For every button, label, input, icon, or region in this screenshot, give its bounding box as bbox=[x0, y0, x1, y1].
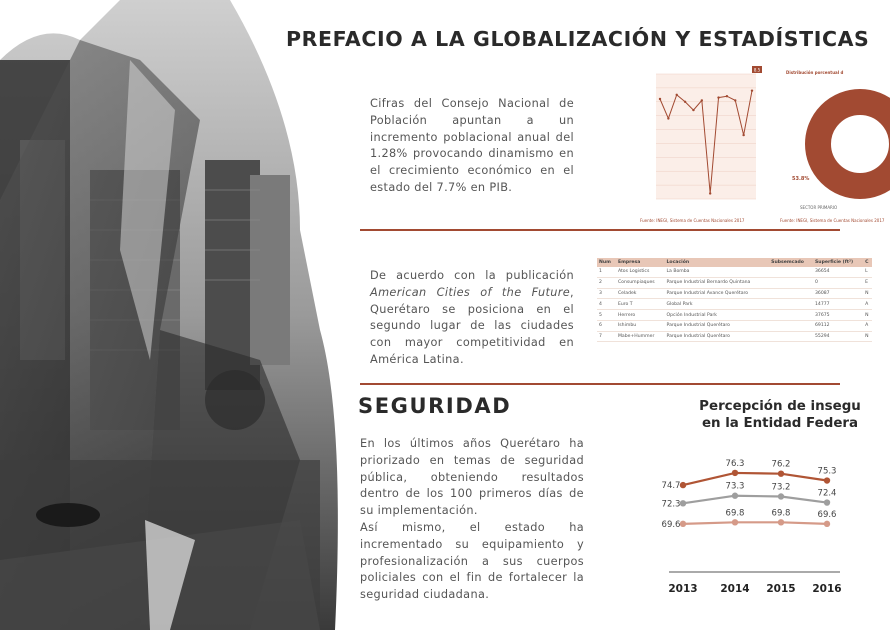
data-point bbox=[680, 482, 686, 488]
section-divider-1 bbox=[360, 229, 840, 231]
table-cell: Herrero bbox=[616, 310, 665, 321]
data-point bbox=[824, 521, 830, 527]
mini-plot-area bbox=[656, 74, 756, 199]
table-cell: 14777 bbox=[813, 299, 863, 310]
table-cell: Parque Industrial Bernardo Quintana bbox=[665, 277, 770, 288]
table-cell: 6 bbox=[597, 320, 616, 331]
data-point bbox=[732, 493, 738, 499]
table-header-cell: C bbox=[863, 258, 872, 267]
mini-point bbox=[692, 109, 694, 111]
table-cell bbox=[769, 299, 813, 310]
table-cell: Parque Industrial Querétaro bbox=[665, 331, 770, 342]
table-cell: L bbox=[863, 267, 872, 277]
table-header-row bbox=[597, 258, 872, 267]
table-row bbox=[597, 320, 872, 331]
data-point bbox=[732, 519, 738, 525]
mini-point bbox=[701, 99, 703, 101]
table-cell: 1 bbox=[597, 267, 616, 277]
table-cell bbox=[769, 310, 813, 321]
competitiveness-text-b: , Querétaro se posiciona en el segundo lugar de las ciudades con mayor competitividad en América Latina. bbox=[370, 285, 574, 366]
table-cell: 0 bbox=[813, 277, 863, 288]
table-cell: 69112 bbox=[813, 320, 863, 331]
table-cell bbox=[769, 267, 813, 277]
table-cell bbox=[769, 331, 813, 342]
table-row bbox=[597, 267, 872, 277]
table-cell: N bbox=[863, 310, 872, 321]
x-tick-label: 2013 bbox=[668, 583, 698, 595]
security-text-2: Así mismo, el estado ha incrementado su equipamiento y profesionalización a sus cuerpos policiales con el fin de fortalecer la seguridad ciudadana. bbox=[360, 520, 584, 602]
data-point bbox=[680, 500, 686, 506]
security-paragraph bbox=[360, 436, 584, 604]
series-line-series-3 bbox=[683, 522, 827, 524]
data-point bbox=[732, 470, 738, 476]
x-tick-label: 2015 bbox=[766, 583, 796, 595]
security-heading: SEGURIDAD bbox=[358, 394, 512, 418]
table-cell: 36654 bbox=[813, 267, 863, 277]
perception-line-chart bbox=[655, 440, 840, 600]
hero-photo-collage bbox=[0, 0, 345, 630]
table-cell: La Bomba bbox=[665, 267, 770, 277]
mini-point bbox=[751, 89, 753, 91]
table-cell: 55294 bbox=[813, 331, 863, 342]
mini-point bbox=[659, 98, 661, 100]
competitiveness-paragraph bbox=[370, 268, 574, 369]
table-cell: 5 bbox=[597, 310, 616, 321]
donut-label: 53.8% bbox=[792, 176, 810, 182]
data-point bbox=[680, 521, 686, 527]
table-row bbox=[597, 299, 872, 310]
mini-point bbox=[742, 134, 744, 136]
competitiveness-text-a: De acuerdo con la publicación bbox=[370, 269, 574, 282]
table-cell: A bbox=[863, 299, 872, 310]
table-header-cell: Subsemcado bbox=[769, 258, 813, 267]
table-cell: Global Park bbox=[665, 299, 770, 310]
table-row bbox=[597, 277, 872, 288]
data-label: 69.8 bbox=[771, 508, 791, 519]
table-cell: Celadek bbox=[616, 288, 665, 299]
population-paragraph: Cifras del Consejo Nacional de Población apuntan a un incremento poblacional anual del 1.28% provocando dinamismo en el crecimiento económico en el estado del 7.7% en PIB. bbox=[370, 97, 574, 194]
data-label: 72.4 bbox=[817, 488, 837, 499]
gdp-line-chart bbox=[640, 64, 760, 224]
table-cell: 36087 bbox=[813, 288, 863, 299]
mini-point bbox=[734, 99, 736, 101]
data-point bbox=[778, 470, 784, 476]
data-point bbox=[778, 493, 784, 499]
table-row bbox=[597, 331, 872, 342]
x-tick-label: 2014 bbox=[720, 583, 750, 595]
data-point bbox=[824, 499, 830, 505]
table-cell: 2 bbox=[597, 277, 616, 288]
table-cell: 3 bbox=[597, 288, 616, 299]
companies-table bbox=[597, 258, 869, 356]
mini-badge-label: 8.5 bbox=[753, 67, 761, 73]
donut-sector-label: SECTOR PRIMARIO bbox=[800, 205, 838, 210]
table-header-cell: Locación bbox=[665, 258, 770, 267]
perception-chart-title: Percepción de insegu bbox=[699, 399, 861, 414]
donut-title: Distribución porcentual d bbox=[786, 70, 844, 75]
table-cell: Opción Industrial Park bbox=[665, 310, 770, 321]
data-label: 69.6 bbox=[661, 519, 681, 530]
mini-point bbox=[667, 117, 669, 119]
data-label: 72.3 bbox=[661, 499, 681, 510]
mini-point bbox=[684, 101, 686, 103]
hero-image bbox=[0, 0, 345, 630]
x-tick-label: 2016 bbox=[812, 583, 842, 595]
table-row bbox=[597, 310, 872, 321]
table-cell: Consumpiaques bbox=[616, 277, 665, 288]
data-point bbox=[824, 477, 830, 483]
table-cell: Mabe+Hummer bbox=[616, 331, 665, 342]
mini-chart-source: Fuente: INEGI, Sistema de Cuentas Nacionales 2017 bbox=[640, 218, 745, 223]
table-cell: Parque Industrial Querétaro bbox=[665, 320, 770, 331]
table-cell: A bbox=[863, 320, 872, 331]
perception-chart-title-line2: en la Entidad Federa bbox=[701, 416, 859, 431]
security-text-1: En los últimos años Querétaro ha priorizado en temas de seguridad pública, obteniendo resultados dentro de los 100 primeros días de su implementación. bbox=[360, 437, 584, 518]
distribution-donut-figure bbox=[780, 64, 885, 224]
mini-point bbox=[709, 192, 711, 194]
data-point bbox=[778, 519, 784, 525]
section-divider-2 bbox=[360, 383, 840, 385]
table-cell bbox=[769, 288, 813, 299]
table-cell bbox=[769, 320, 813, 331]
table-cell: N bbox=[863, 331, 872, 342]
publication-name: American Cities of the Future bbox=[370, 285, 571, 299]
data-label: 76.3 bbox=[725, 458, 745, 469]
table-header-cell: Empresa bbox=[616, 258, 665, 267]
table-cell: 37675 bbox=[813, 310, 863, 321]
table-cell: Ishimbu bbox=[616, 320, 665, 331]
data-label: 69.6 bbox=[817, 509, 837, 520]
table-cell: E bbox=[863, 277, 872, 288]
series-line-series-1 bbox=[683, 473, 827, 485]
mini-point bbox=[676, 94, 678, 96]
data-label: 76.2 bbox=[771, 459, 791, 470]
table-header-cell: Num bbox=[597, 258, 616, 267]
table-cell: N bbox=[863, 288, 872, 299]
data-label: 74.7 bbox=[661, 481, 681, 492]
table-cell bbox=[769, 277, 813, 288]
mini-point bbox=[726, 95, 728, 97]
table-cell: 7 bbox=[597, 331, 616, 342]
data-label: 73.3 bbox=[725, 481, 745, 492]
donut-chart bbox=[780, 64, 840, 224]
table-row bbox=[597, 288, 872, 299]
donut-source: Fuente: INEGI, Sistema de Cuentas Nacionales 2017 bbox=[780, 218, 885, 223]
page-title: PREFACIO A LA GLOBALIZACIÓN Y ESTADÍSTICAS bbox=[286, 27, 870, 51]
table-header-cell: Superficie (ft²) bbox=[813, 258, 863, 267]
mini-point bbox=[717, 96, 719, 98]
series-line-series-2 bbox=[683, 496, 827, 504]
data-label: 75.3 bbox=[817, 466, 837, 477]
table-cell: 4 bbox=[597, 299, 616, 310]
table-cell: Parque Industrial Avance Querétaro bbox=[665, 288, 770, 299]
table-cell: Euro T bbox=[616, 299, 665, 310]
table-cell: Atos Logistics bbox=[616, 267, 665, 277]
data-label: 69.8 bbox=[725, 508, 745, 519]
data-label: 73.2 bbox=[771, 482, 791, 493]
